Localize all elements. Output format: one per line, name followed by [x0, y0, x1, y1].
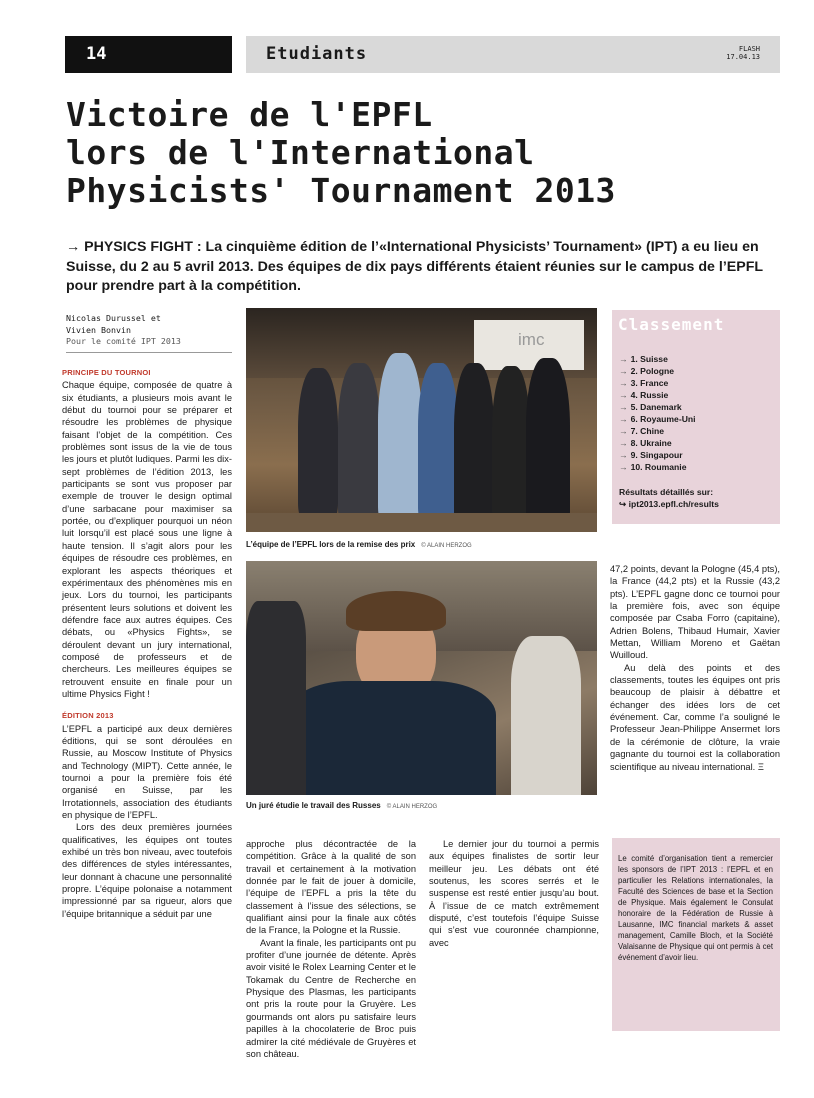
- screen-logo: imc: [518, 330, 545, 349]
- title-line: lors de l'International: [66, 133, 535, 172]
- photo-credit: © ALAIN HERZOG: [421, 543, 472, 549]
- arrow-icon: →: [619, 450, 628, 460]
- paragraph: Lors des deux premières journées qualificatives, les équipes ont toutes exhibé un très bon niveau, avec toutefois des différences de styles intéressantes, leur donnant à chacune une personnalité propre. L’équipe polonaise a notamment impressionné par sa rigueur, alors que l’équipe britannique a séduit par une: [62, 822, 232, 919]
- arrow-icon: →: [619, 402, 628, 412]
- subheading: PRINCIPE DU TOURNOI: [62, 368, 151, 377]
- arrow-icon: →: [619, 378, 628, 388]
- ranking-item: → 8. Ukraine: [619, 438, 672, 448]
- team-photo: [246, 308, 597, 532]
- paragraph-text: Au delà des points et des classements, toutes les équipes ont pris beaucoup de plaisir à débattre et échanger des idées lors de cet événement. Car, comme l’a souligné le Professeur Jean-Philippe Ansermet lors de la cérémonie de clôture, la vraie gagnante du tournoi est la collaboration scientifique au niveau international.: [610, 662, 780, 772]
- title-line: Physicists' Tournament 2013: [66, 171, 616, 210]
- text-column-1: [62, 367, 232, 920]
- photo-floor: [246, 513, 597, 532]
- text-column-4: [610, 563, 780, 773]
- team-member: [454, 363, 494, 528]
- ranking-item: → 6. Royaume-Uni: [619, 414, 696, 424]
- caption-text: L’équipe de l’EPFL lors de la remise des prix: [246, 540, 416, 549]
- arrow-icon: →: [619, 354, 628, 364]
- paragraph: L’EPFL a participé aux deux dernières éditions, qui se sont déroulées en Russie, au Moscow Institute of Physics and Technology (MIPT). Cette année, le tournoi a pour la première fois été organisé en Suisse, par les Irrotationnels, association des étudiants en physique de l’EPFL.: [62, 723, 232, 821]
- paragraph: approche plus décontractée de la compétition. Grâce à la qualité de son travail et certainement à la motivation donnée par le fait de jouer à domicile, l’équipe de l’EPFL a pris la tête du classement à l’issue des sélections, se qualifiant ainsi pour la finale aux côtés de la France, la Pologne et la Russie.: [246, 839, 416, 936]
- ranking-item: → 4. Russie: [619, 390, 669, 400]
- team-member: [526, 358, 570, 528]
- paragraph: [610, 662, 780, 773]
- end-mark: Ξ: [757, 761, 764, 772]
- team-member: [338, 363, 380, 523]
- ranking-title: Classement: [618, 315, 725, 334]
- ranking-item: → 2. Pologne: [619, 366, 675, 376]
- author-line: Nicolas Durussel et: [66, 313, 161, 323]
- juror-jacket: [286, 681, 496, 795]
- background-person: [246, 601, 306, 795]
- author-affiliation: Pour le comité IPT 2013: [66, 336, 181, 346]
- juror-photo: [246, 561, 597, 795]
- lead-text: PHYSICS FIGHT : La cinquième édition de l’«International Physicists’ Tournament» (IPT) a eu lieu en Suisse, du 2 au 5 avril 2013. Des équipes de dix pays différents étaient réunies sur le campus de l’EPFL pour prendre part à la compétition.: [66, 239, 763, 294]
- publication-name: FLASH: [738, 45, 760, 53]
- ranking-item: → 7. Chine: [619, 426, 665, 436]
- team-member: [298, 368, 338, 518]
- article-byline: [66, 313, 232, 353]
- title-line: Victoire de l'EPFL: [66, 95, 433, 134]
- arrow-icon: →: [619, 366, 628, 376]
- results-label: Résultats détaillés sur:: [619, 487, 714, 497]
- text-column-3: [429, 838, 599, 949]
- paragraph: Avant la finale, les participants ont pu profiter d’une journée de détente. Après avoir visité le Rolex Learning Center et le Tokamak du Centre de Recherche en Physique des Plasmas, les participants ont pris la route pour la Gruyère. Les gourmands ont alors pu satisfaire leurs papilles à la chocolaterie de Broc puis admirer la cité médiévale de Gruyères et son château.: [246, 937, 416, 1059]
- sponsor-text: Le comité d’organisation tient a remercier les sponsors de l’IPT 2013 : l’EPFL et en particulier les Relations internationales, la Faculté des Sciences de base et la Section de Physique. Mais également le Consulat honoraire de la Fédération de Russie à Lausanne, IMC financial markets & asset management, Camille Bloch, et la Société Valaisanne de Physique qui ont permis à cet événement d’avoir lieu.: [618, 854, 773, 962]
- publication-date: 17.04.13: [726, 53, 760, 61]
- article-lead: [66, 238, 782, 297]
- photo-credit: © ALAIN HERZOG: [386, 804, 438, 810]
- results-info: [619, 486, 779, 510]
- juror-hair: [346, 591, 446, 631]
- paragraph: Chaque équipe, composée de quatre à six étudiants, a plusieurs mois avant le début du tournoi pour se préparer et résoudre les problèmes de physique faisant l’objet de la compétition. Ces problèmes sont issus de la vie de tous les jours et plutôt ludiques. Parmi les dix-sept problèmes de l’édition 2013, les participants se sont vus proposer par exemple de trouver le design optimal d’une sarbacane pour maximiser sa portée, ou d’expliquer pourquoi un néon luit lorsqu’il est placé sous une ligne à haute tension. Il s’agit alors pour les équipes de résoudre ces problèmes, en explorant les aspects théoriques et expérimentaux des phénomènes mis en jeux. Lors du tournoi, les participants présentent leurs solutions et doivent les défendre face aux autres équipes. Ces débats, ou «Physics Fights», se déroulent devant un jury international, composé de professeurs et de chercheurs. Les meilleures équipes se retrouvent ensuite en finale pour un ultime Physics Fight !: [62, 380, 232, 699]
- subheading: ÉDITION 2013: [62, 711, 114, 721]
- arrow-icon: →: [619, 426, 628, 436]
- arrow-icon: →: [619, 390, 628, 400]
- results-link[interactable]: ↪ ipt2013.epfl.ch/results: [619, 499, 719, 509]
- ranking-item: → 3. France: [619, 378, 669, 388]
- caption-text: Un juré étudie le travail des Russes: [246, 801, 381, 810]
- arrow-icon: →: [619, 462, 628, 472]
- ranking-item: → 9. Singapour: [619, 450, 683, 460]
- team-member: [492, 366, 530, 526]
- section-title: Etudiants: [266, 44, 368, 64]
- author-line: Vivien Bonvin: [66, 324, 131, 335]
- paragraph: Le dernier jour du tournoi a permis aux équipes finalistes de sortir leur meilleur jeu. Les débats ont été soutenus, les scores serrés et le suspense est resté entier jusqu’au bout. À l’issue de ce match extrêmement disputé, c’est toutefois l’équipe Suisse qui s’est vue couronnée championne, avec: [429, 839, 599, 948]
- ranking-item: → 5. Danemark: [619, 402, 682, 412]
- paragraph: 47,2 points, devant la Pologne (45,4 pts), la France (44,2 pts) et la Russie (43,2 pts). L’EPFL gagne donc ce tournoi pour la première fois, avec son équipe composée par Csaba Forro (capitaine), Adrien Bolens, Thibaud Humair, Xavier Mettan, William Moreno et Gaëtan Wuilloud.: [610, 564, 780, 661]
- photo-caption: [246, 801, 597, 810]
- publication-info: [700, 45, 760, 61]
- arrow-icon: →: [619, 438, 628, 448]
- team-member: [418, 363, 458, 523]
- photo-caption: [246, 540, 597, 549]
- background-person: [511, 636, 581, 795]
- lead-arrow-icon: →: [66, 239, 81, 255]
- arrow-icon: →: [619, 414, 628, 424]
- page-number: 14: [86, 44, 107, 64]
- article-title: [66, 96, 766, 210]
- team-member: [378, 353, 422, 523]
- ranking-item: → 10. Roumanie: [619, 462, 687, 472]
- text-column-2: [246, 838, 416, 1060]
- ranking-item: → 1. Suisse: [619, 354, 668, 364]
- ranking-list: [619, 353, 779, 473]
